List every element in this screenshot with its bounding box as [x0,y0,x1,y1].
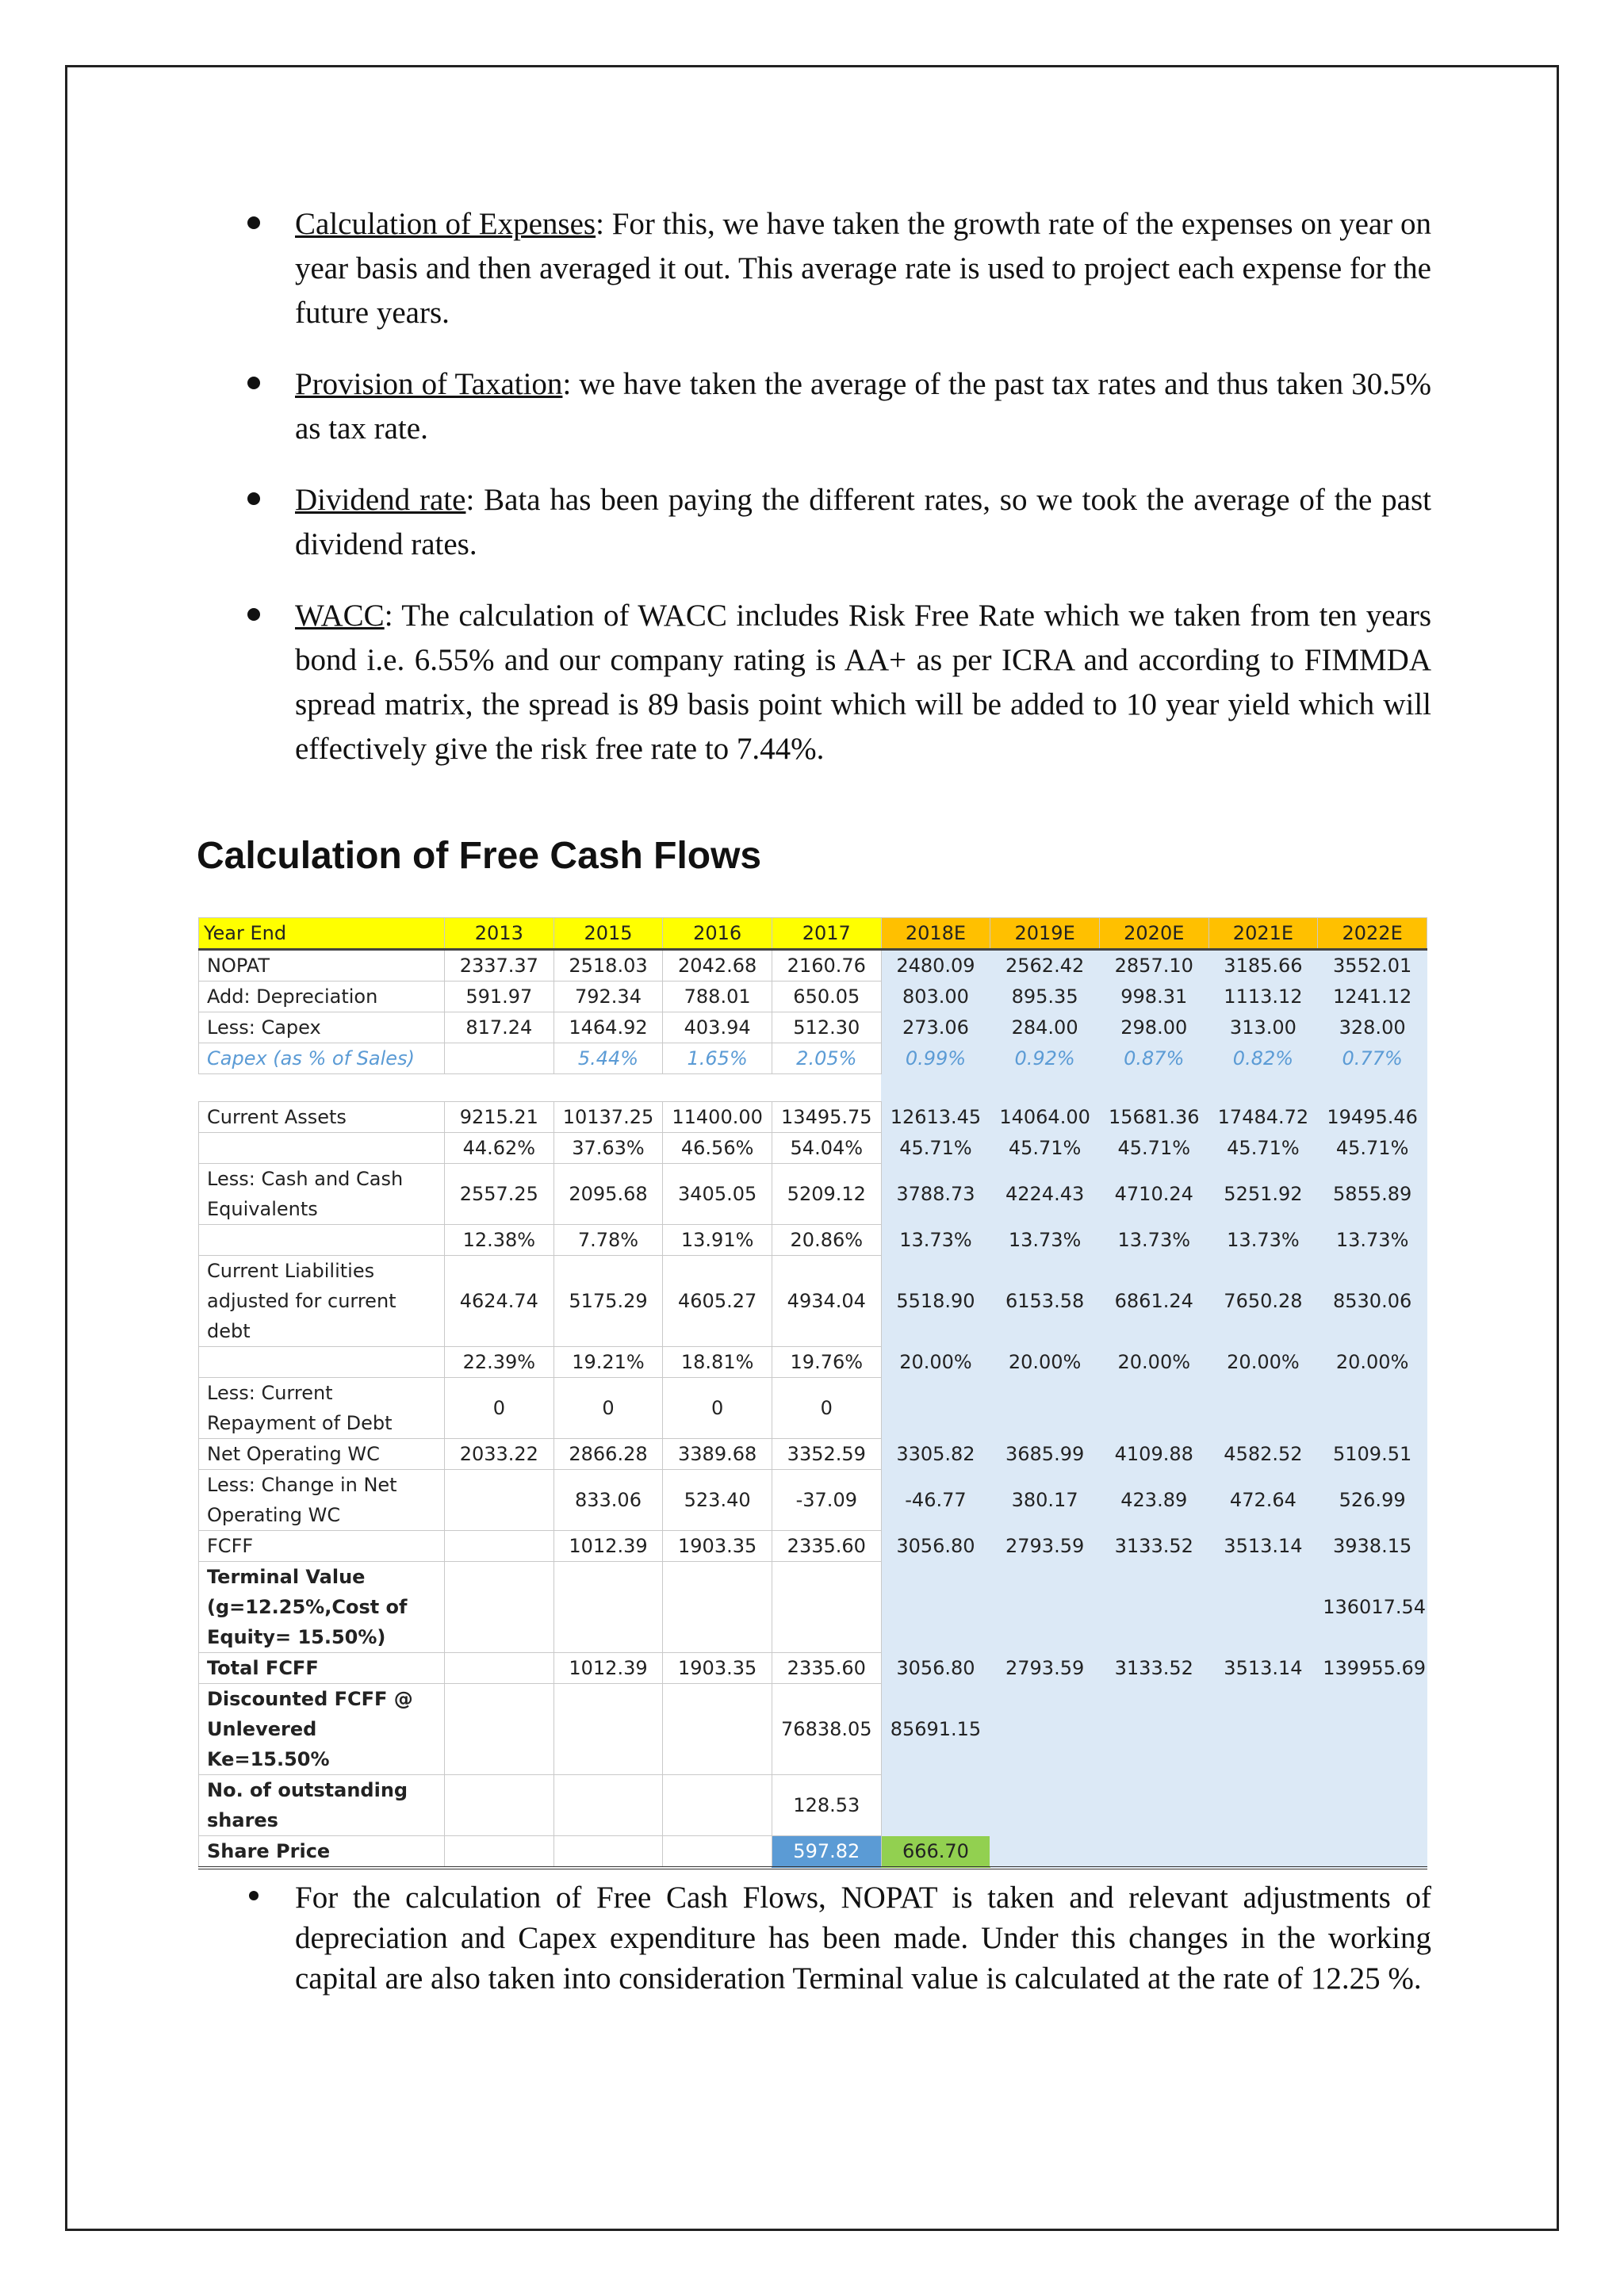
row-label: Less: Change in Net Operating WC [199,1470,445,1531]
table-cell: 6861.24 [1099,1256,1208,1347]
table-cell: 1903.35 [663,1531,772,1562]
table-cell: 833.06 [553,1470,663,1531]
table-cell [445,1684,554,1775]
bullet-list [238,202,1431,798]
table-cell: 4109.88 [1099,1439,1208,1470]
table-cell: 0 [772,1378,881,1439]
table-cell [990,1775,1100,1836]
table-cell: 20.00% [1318,1347,1427,1378]
table-cell: 2095.68 [553,1164,663,1225]
table-cell: 2335.60 [772,1653,881,1684]
table-cell: 2857.10 [1099,950,1208,982]
table-cell [1099,1378,1208,1439]
table-cell: 284.00 [990,1012,1100,1043]
table-cell: 139955.69 [1318,1653,1427,1684]
table-cell: 5.44% [553,1043,663,1074]
table-cell: 3133.52 [1099,1531,1208,1562]
table-cell: -46.77 [881,1470,990,1531]
table-cell: 792.34 [553,982,663,1012]
table-cell [772,1074,881,1102]
table-row [199,1775,1427,1836]
table-cell: 20.00% [1208,1347,1318,1378]
table-cell: 5251.92 [1208,1164,1318,1225]
table-cell: 2337.37 [445,950,554,982]
table-cell: 6153.58 [990,1256,1100,1347]
bullet-dot-icon [247,377,260,389]
table-row [199,1836,1427,1869]
table-cell: 298.00 [1099,1012,1208,1043]
table-cell: 2793.59 [990,1653,1100,1684]
table-cell: 597.82 [772,1836,881,1869]
table-cell: 4605.27 [663,1256,772,1347]
table-cell: 328.00 [1318,1012,1427,1043]
table-cell: 3405.05 [663,1164,772,1225]
table-row [199,1653,1427,1684]
table-cell: 5518.90 [881,1256,990,1347]
table-cell: 1012.39 [553,1531,663,1562]
row-label: Current Assets [199,1102,445,1133]
table-cell [445,1836,554,1869]
row-label [199,1347,445,1378]
table-cell: 313.00 [1208,1012,1318,1043]
bullet-taxation [238,362,1431,451]
table-cell: 380.17 [990,1470,1100,1531]
table-cell: 0.87% [1099,1043,1208,1074]
table-cell: 3352.59 [772,1439,881,1470]
bullet-dot-icon [249,1891,259,1900]
table-cell [445,1043,554,1074]
table-cell: 5175.29 [553,1256,663,1347]
table-cell: 817.24 [445,1012,554,1043]
table-row [199,982,1427,1012]
free-cash-flow-table [198,917,1427,1869]
table-cell: 2518.03 [553,950,663,982]
table-row [199,1012,1427,1043]
table-cell [553,1775,663,1836]
table-cell: 2.05% [772,1043,881,1074]
table-cell: 803.00 [881,982,990,1012]
table-cell: 3185.66 [1208,950,1318,982]
table-cell [445,1653,554,1684]
bullet-text: : Bata has been paying the different rates, so we took the average of the past dividend rates. [295,483,1432,561]
table-cell: 650.05 [772,982,881,1012]
table-cell: 2160.76 [772,950,881,982]
table-cell: 3513.14 [1208,1531,1318,1562]
table-cell: 45.71% [990,1133,1100,1164]
table-cell: 2557.25 [445,1164,554,1225]
table-cell: 526.99 [1318,1470,1427,1531]
bullet-term: WACC [295,599,385,633]
header-cell-year: 2021E [1208,918,1318,950]
section-title: Calculation of Free Cash Flows [197,835,762,877]
table-cell [990,1562,1100,1653]
table-cell: 273.06 [881,1012,990,1043]
table-cell [990,1836,1100,1869]
table-cell: 1.65% [663,1043,772,1074]
table-row [199,1439,1427,1470]
table-cell: 2480.09 [881,950,990,982]
row-label: FCFF [199,1531,445,1562]
bullet-text: : we have taken the average of the past tax rates and thus taken 30.5% as tax rate. [295,367,1432,446]
table-cell: 12.38% [445,1225,554,1256]
table-cell [663,1684,772,1775]
table-cell: 4934.04 [772,1256,881,1347]
table-cell: 5209.12 [772,1164,881,1225]
row-label: Add: Depreciation [199,982,445,1012]
closing-text: For the calculation of Free Cash Flows, NOPAT is taken and relevant adjustments of depreciation and Capex expenditure has been made. Under this changes in the working capital are also taken into consideration Terminal value is calculated at the rate of 12.25 %. [295,1881,1431,1996]
table-row [199,1102,1427,1133]
table-cell: 512.30 [772,1012,881,1043]
table-cell [553,1684,663,1775]
table-cell [1099,1074,1208,1102]
table-cell: 19.21% [553,1347,663,1378]
table-cell: 0.99% [881,1043,990,1074]
table-cell [445,1775,554,1836]
table-cell: 13.73% [990,1225,1100,1256]
table-cell: 1012.39 [553,1653,663,1684]
table-cell: 7.78% [553,1225,663,1256]
table-cell [1318,1074,1427,1102]
table-cell: 8530.06 [1318,1256,1427,1347]
table-cell [772,1562,881,1653]
header-cell-year: 2013 [445,918,554,950]
row-label: Net Operating WC [199,1439,445,1470]
table-cell: 19495.46 [1318,1102,1427,1133]
table-cell [663,1562,772,1653]
table-row [199,1164,1427,1225]
table-cell: 3056.80 [881,1531,990,1562]
table-cell: 12613.45 [881,1102,990,1133]
table-cell [553,1562,663,1653]
table-row [199,1256,1427,1347]
table-cell: 423.89 [1099,1470,1208,1531]
table-cell: 45.71% [1099,1133,1208,1164]
table-row [199,1074,1427,1102]
table-cell: 1464.92 [553,1012,663,1043]
table-cell: 13495.75 [772,1102,881,1133]
row-label: NOPAT [199,950,445,982]
table-cell [1318,1378,1427,1439]
table-cell: 0 [553,1378,663,1439]
table-cell: 2042.68 [663,950,772,982]
table-cell: -37.09 [772,1470,881,1531]
table-cell: 11400.00 [663,1102,772,1133]
table-cell: 788.01 [663,982,772,1012]
table-cell [663,1836,772,1869]
table-cell: 2033.22 [445,1439,554,1470]
closing-bullet [238,1877,1431,1999]
table-cell: 54.04% [772,1133,881,1164]
table-cell: 20.86% [772,1225,881,1256]
table-cell: 2562.42 [990,950,1100,982]
table-cell: 4624.74 [445,1256,554,1347]
table-row [199,1562,1427,1653]
table-body [199,950,1427,1869]
table-row [199,1133,1427,1164]
table-cell: 3056.80 [881,1653,990,1684]
bullet-text: : The calculation of WACC includes Risk Free Rate which we taken from ten years bond i.e. 6.55% and our company rating is AA+ as per ICRA and according to FIMMDA spread matrix, the spread is 89 basis point which will be added to 10 year yield which will effectively give the risk free rate to 7.44%. [295,599,1431,766]
table-cell [1208,1562,1318,1653]
table-cell [1208,1836,1318,1869]
table-cell: 22.39% [445,1347,554,1378]
table-cell: 2335.60 [772,1531,881,1562]
table-cell [1318,1775,1427,1836]
table-cell: 591.97 [445,982,554,1012]
row-label: Less: Capex [199,1012,445,1043]
row-label: Capex (as % of Sales) [199,1043,445,1074]
table-cell: 46.56% [663,1133,772,1164]
row-label: Discounted FCFF @ Unlevered Ke=15.50% [199,1684,445,1775]
table-cell [881,1074,990,1102]
table-cell: 3133.52 [1099,1653,1208,1684]
table-cell: 1241.12 [1318,982,1427,1012]
table-cell: 20.00% [1099,1347,1208,1378]
table-cell: 998.31 [1099,982,1208,1012]
table-cell: 0 [663,1378,772,1439]
table-cell: 0.92% [990,1043,1100,1074]
table-cell: 13.73% [1318,1225,1427,1256]
row-label: Less: Cash and Cash Equivalents [199,1164,445,1225]
header-cell-year-end: Year End [199,918,445,950]
table-cell: 3389.68 [663,1439,772,1470]
table-cell: 3685.99 [990,1439,1100,1470]
bullet-dot-icon [247,216,260,229]
table-row [199,1684,1427,1775]
bullet-term: Provision of Taxation [295,367,563,401]
table-cell: 85691.15 [881,1684,990,1775]
table-cell: 4224.43 [990,1164,1100,1225]
table-cell [553,1836,663,1869]
table-cell [881,1775,990,1836]
header-cell-year: 2022E [1318,918,1427,950]
table-cell: 895.35 [990,982,1100,1012]
bullet-dot-icon [247,492,260,505]
header-cell-year: 2020E [1099,918,1208,950]
table-cell: 136017.54 [1318,1562,1427,1653]
table-cell: 45.71% [1318,1133,1427,1164]
table-cell: 45.71% [881,1133,990,1164]
row-label: Total FCFF [199,1653,445,1684]
table-cell: 20.00% [881,1347,990,1378]
bullet-wacc [238,594,1431,771]
table-cell [990,1684,1100,1775]
table-cell: 9215.21 [445,1102,554,1133]
table-cell: 13.91% [663,1225,772,1256]
table-cell: 19.76% [772,1347,881,1378]
table-cell: 18.81% [663,1347,772,1378]
table-cell: 1113.12 [1208,982,1318,1012]
header-cell-year: 2016 [663,918,772,950]
table-cell [445,1531,554,1562]
table-row [199,1043,1427,1074]
table-cell [1208,1775,1318,1836]
table-cell: 523.40 [663,1470,772,1531]
row-label: Share Price [199,1836,445,1869]
table-cell: 13.73% [881,1225,990,1256]
table-cell [1099,1836,1208,1869]
table-cell [445,1074,554,1102]
table-cell [1208,1378,1318,1439]
table-cell [553,1074,663,1102]
table-cell: 44.62% [445,1133,554,1164]
table-cell [990,1074,1100,1102]
table-cell: 20.00% [990,1347,1100,1378]
table-cell: 7650.28 [1208,1256,1318,1347]
bullet-text: : For this, we have taken the growth rate of the expenses on year on year basis and then averaged it out. This average rate is used to project each expense for the future years. [295,207,1431,330]
table-cell: 15681.36 [1099,1102,1208,1133]
table-cell: 3938.15 [1318,1531,1427,1562]
table-cell: 4582.52 [1208,1439,1318,1470]
header-cell-year: 2015 [553,918,663,950]
row-label: Terminal Value (g=12.25%,Cost of Equity= 15.50%) [199,1562,445,1653]
table-cell: 76838.05 [772,1684,881,1775]
row-label: No. of outstanding shares [199,1775,445,1836]
table-cell: 5855.89 [1318,1164,1427,1225]
row-label: Current Liabilities adjusted for current debt [199,1256,445,1347]
closing-paragraph [238,1877,1431,2026]
table-cell: 10137.25 [553,1102,663,1133]
table-cell [1099,1562,1208,1653]
table-cell [1318,1684,1427,1775]
table-cell: 4710.24 [1099,1164,1208,1225]
table-cell: 3513.14 [1208,1653,1318,1684]
header-cell-year: 2019E [990,918,1100,950]
table-cell: 37.63% [553,1133,663,1164]
table-cell: 1903.35 [663,1653,772,1684]
table-cell [990,1378,1100,1439]
table-cell: 2793.59 [990,1531,1100,1562]
table-cell: 666.70 [881,1836,990,1869]
table-cell [881,1562,990,1653]
table-cell [881,1378,990,1439]
table-cell [1208,1074,1318,1102]
table-cell: 13.73% [1208,1225,1318,1256]
table-cell [1208,1684,1318,1775]
row-label [199,1225,445,1256]
table-cell: 2866.28 [553,1439,663,1470]
table-cell [663,1775,772,1836]
table-row [199,950,1427,982]
table-cell: 0 [445,1378,554,1439]
table-cell: 3552.01 [1318,950,1427,982]
table-cell: 472.64 [1208,1470,1318,1531]
table-row [199,1378,1427,1439]
bullet-term: Calculation of Expenses [295,207,596,241]
table-row [199,1347,1427,1378]
table-cell: 45.71% [1208,1133,1318,1164]
bullet-dividend [238,478,1431,567]
table-cell: 13.73% [1099,1225,1208,1256]
header-cell-year: 2018E [881,918,990,950]
table-row [199,1470,1427,1531]
table-cell [1099,1684,1208,1775]
table-row [199,1531,1427,1562]
table-cell: 3305.82 [881,1439,990,1470]
table-cell [663,1074,772,1102]
bullet-dot-icon [247,608,260,621]
table-cell: 403.94 [663,1012,772,1043]
table-cell: 0.82% [1208,1043,1318,1074]
table-cell: 17484.72 [1208,1102,1318,1133]
table-cell [1318,1836,1427,1869]
table-row [199,1225,1427,1256]
table-cell: 0.77% [1318,1043,1427,1074]
table-cell: 3788.73 [881,1164,990,1225]
row-label: Less: Current Repayment of Debt [199,1378,445,1439]
table-header-row [199,918,1427,950]
row-label [199,1133,445,1164]
table-cell: 5109.51 [1318,1439,1427,1470]
bullet-term: Dividend rate [295,483,466,517]
row-label [199,1074,445,1102]
table-cell [1099,1775,1208,1836]
table-cell [445,1470,554,1531]
table-cell [445,1562,554,1653]
bullet-expenses [238,202,1431,335]
header-cell-year: 2017 [772,918,881,950]
table-cell: 14064.00 [990,1102,1100,1133]
table-cell: 128.53 [772,1775,881,1836]
